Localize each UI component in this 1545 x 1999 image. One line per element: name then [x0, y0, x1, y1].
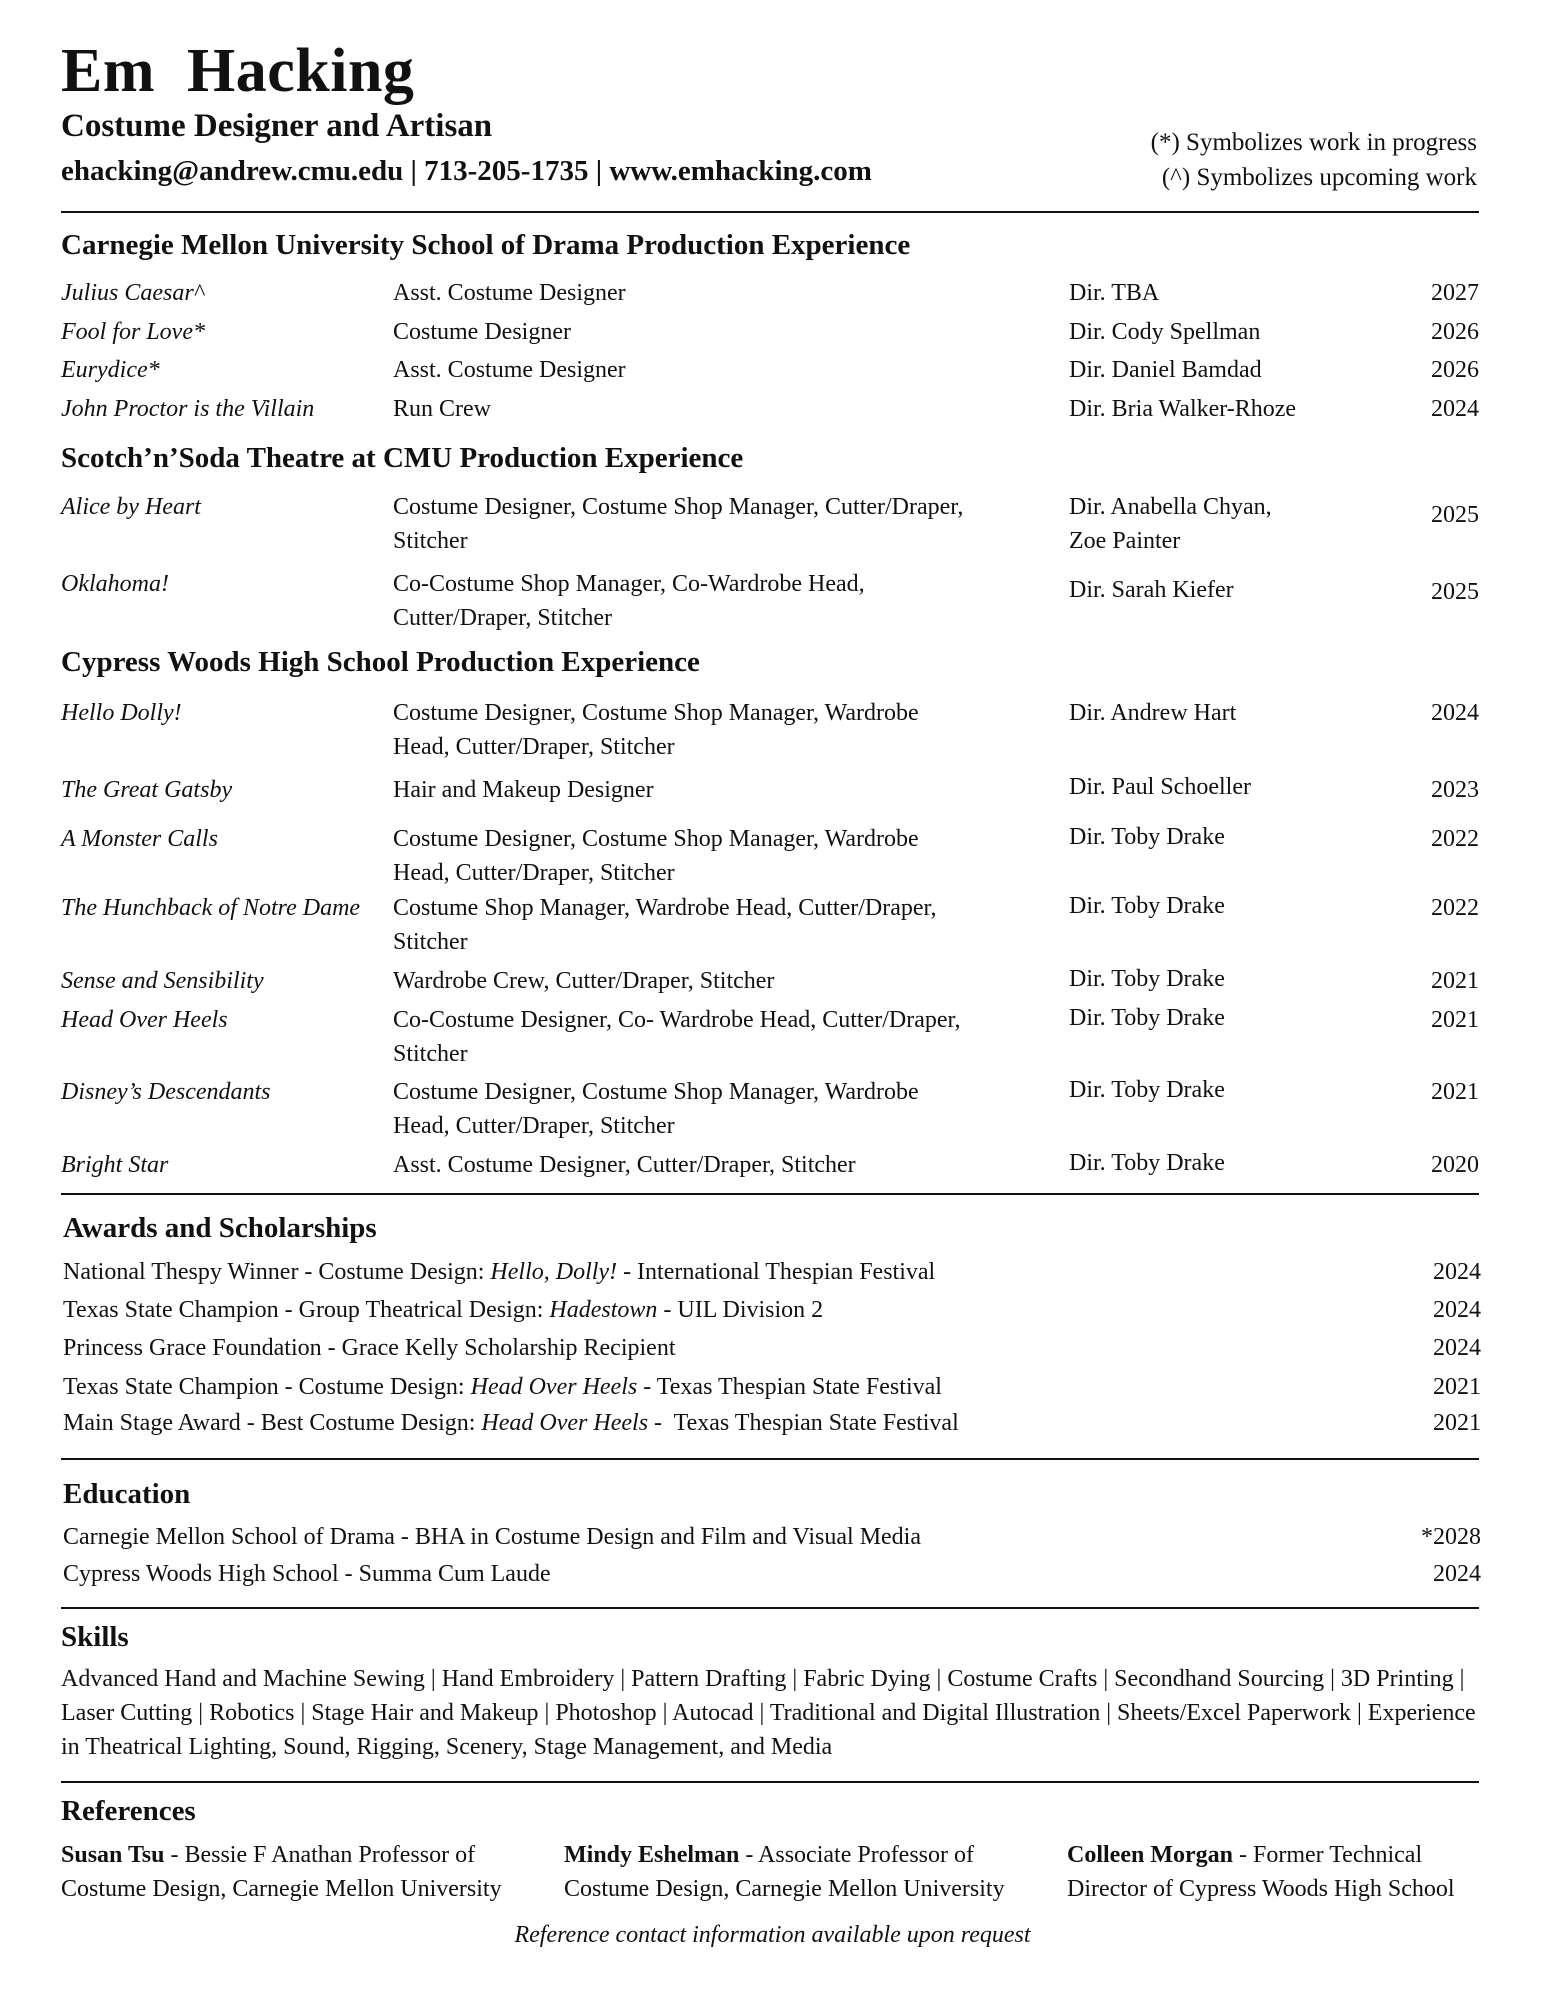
year: 2021	[1433, 1410, 1481, 1436]
director: Dir. Toby Drake	[1069, 1005, 1225, 1031]
divider	[61, 1607, 1479, 1609]
year: 2024	[1431, 700, 1479, 726]
education-text: Carnegie Mellon School of Drama - BHA in Costume Design and Film and Visual Media	[63, 1524, 921, 1550]
show-title: The Great Gatsby	[61, 777, 233, 803]
role: Costume Designer, Costume Shop Manager, Cutter/Draper, Stitcher	[393, 494, 964, 554]
show-title: Disney’s Descendants	[61, 1079, 271, 1105]
reference-entry	[61, 1838, 531, 1906]
legend-upcoming: (^) Symbolizes upcoming work	[1161, 164, 1477, 191]
director: Dir. Andrew Hart	[1069, 700, 1237, 726]
section-title-skills: Skills	[61, 1621, 129, 1653]
year: 2024	[1433, 1335, 1481, 1361]
role: Co-Costume Designer, Co- Wardrobe Head, Cutter/Draper, Stitcher	[393, 1007, 961, 1067]
section-title-cmu: Carnegie Mellon University School of Drama Production Experience	[61, 229, 911, 261]
director: Dir. Toby Drake	[1069, 824, 1225, 850]
show-title: Hello Dolly!	[61, 700, 182, 726]
education-text: Cypress Woods High School - Summa Cum Laude	[63, 1561, 551, 1587]
divider	[61, 211, 1479, 213]
award-text: Texas State Champion - Group Theatrical Design: Hadestown - UIL Division 2	[63, 1297, 824, 1323]
role: Asst. Costume Designer	[393, 280, 626, 306]
year: 2021	[1433, 1374, 1481, 1400]
show-title: Oklahoma!	[61, 571, 169, 597]
director: Dir. TBA	[1069, 280, 1160, 306]
show-title: Julius Caesar^	[61, 280, 204, 306]
section-title-education: Education	[63, 1478, 191, 1510]
director: Dir. Toby Drake	[1069, 1150, 1225, 1176]
show-title: Head Over Heels	[61, 1007, 228, 1033]
contact-line: ehacking@andrew.cmu.edu | 713-205-1735 | www.emhacking.com	[61, 155, 872, 187]
year: 2021	[1431, 1007, 1479, 1033]
director: Dir. Toby Drake	[1069, 893, 1225, 919]
applicant-name: Em Hacking	[61, 37, 415, 105]
director: Dir. Paul Schoeller	[1069, 774, 1251, 800]
award-text: Texas State Champion - Costume Design: Head Over Heels - Texas Thespian State Festival	[63, 1374, 942, 1400]
symbol-legend	[1151, 125, 1477, 195]
section-title-cypress: Cypress Woods High School Production Experience	[61, 646, 700, 678]
role: Wardrobe Crew, Cutter/Draper, Stitcher	[393, 968, 775, 994]
year: 2020	[1431, 1152, 1479, 1178]
reference-desc: - Associate Professor of Costume Design, Carnegie Mellon University	[564, 1842, 1005, 1902]
role: Costume Designer, Costume Shop Manager, Wardrobe Head, Cutter/Draper, Stitcher	[393, 826, 919, 886]
show-title: A Monster Calls	[61, 826, 218, 852]
director: Dir. Bria Walker-Rhoze	[1069, 396, 1297, 422]
role: Asst. Costume Designer	[393, 357, 626, 383]
role: Co-Costume Shop Manager, Co-Wardrobe Head, Cutter/Draper, Stitcher	[393, 571, 865, 631]
skills-list: Advanced Hand and Machine Sewing | Hand Embroidery | Pattern Drafting | Fabric Dying | Costume Crafts | Secondhand Sourcing | 3D Printing | Laser Cutting | Robotics | Stage Hair and Makeup | Photoshop | Autocad | Traditional and Digital Illustration | Sheets/Excel Paperwork | Experience in Theatrical Lighting, Sound, Rigging, Scenery, Stage Management, and Media	[61, 1666, 1476, 1760]
director: Dir. Toby Drake	[1069, 1077, 1225, 1103]
reference-name: Colleen Morgan	[1067, 1842, 1233, 1868]
reference-name: Susan Tsu	[61, 1842, 165, 1868]
show-title: Bright Star	[61, 1152, 169, 1178]
director: Dir. Toby Drake	[1069, 966, 1225, 992]
year: 2021	[1431, 1079, 1479, 1105]
show-title: Alice by Heart	[61, 494, 201, 520]
show-title: Eurydice*	[61, 357, 160, 383]
divider	[61, 1193, 1479, 1195]
show-title: Sense and Sensibility	[61, 968, 264, 994]
reference-entry	[564, 1838, 1034, 1906]
year: 2022	[1431, 895, 1479, 921]
legend-wip: (*) Symbolizes work in progress	[1150, 129, 1477, 156]
year: 2026	[1431, 319, 1479, 345]
year: 2025	[1431, 579, 1479, 605]
director: Dir. Sarah Kiefer	[1069, 577, 1234, 603]
section-title-references: References	[61, 1795, 196, 1827]
year: 2025	[1431, 502, 1479, 528]
year: 2024	[1431, 396, 1479, 422]
year: *2028	[1421, 1524, 1481, 1550]
reference-desc: - Bessie F Anathan Professor of Costume Design, Carnegie Mellon University	[61, 1842, 502, 1902]
year: 2027	[1431, 280, 1479, 306]
divider	[61, 1458, 1479, 1460]
award-text: Princess Grace Foundation - Grace Kelly Scholarship Recipient	[63, 1335, 676, 1361]
year: 2024	[1433, 1259, 1481, 1285]
role: Hair and Makeup Designer	[393, 777, 654, 803]
year: 2023	[1431, 777, 1479, 803]
role: Run Crew	[393, 396, 491, 422]
director: Dir. Anabella Chyan, Zoe Painter	[1069, 494, 1272, 554]
year: 2024	[1433, 1297, 1481, 1323]
applicant-title: Costume Designer and Artisan	[61, 108, 493, 144]
year: 2022	[1431, 826, 1479, 852]
section-title-awards: Awards and Scholarships	[63, 1212, 377, 1244]
reference-desc: - Former Technical Director of Cypress Woods High School	[1067, 1842, 1455, 1902]
show-title: Fool for Love*	[61, 319, 205, 345]
year: 2026	[1431, 357, 1479, 383]
role: Asst. Costume Designer, Cutter/Draper, Stitcher	[393, 1152, 856, 1178]
award-text: National Thespy Winner - Costume Design: Hello, Dolly! - International Thespian Festival	[63, 1259, 936, 1285]
director: Dir. Daniel Bamdad	[1069, 357, 1262, 383]
year: 2024	[1433, 1561, 1481, 1587]
divider	[61, 1781, 1479, 1783]
reference-name: Mindy Eshelman	[564, 1842, 740, 1868]
reference-note: Reference contact information available upon request	[514, 1922, 1031, 1948]
role: Costume Designer, Costume Shop Manager, Wardrobe Head, Cutter/Draper, Stitcher	[393, 1079, 919, 1139]
role: Costume Designer	[393, 319, 571, 345]
director: Dir. Cody Spellman	[1069, 319, 1261, 345]
role: Costume Shop Manager, Wardrobe Head, Cutter/Draper, Stitcher	[393, 895, 937, 955]
show-title: John Proctor is the Villain	[61, 396, 315, 422]
section-title-scotch: Scotch’n’Soda Theatre at CMU Production Experience	[61, 442, 744, 474]
show-title: The Hunchback of Notre Dame	[61, 895, 361, 921]
year: 2021	[1431, 968, 1479, 994]
award-text: Main Stage Award - Best Costume Design: Head Over Heels - Texas Thespian State Festival	[63, 1410, 959, 1436]
role: Costume Designer, Costume Shop Manager, Wardrobe Head, Cutter/Draper, Stitcher	[393, 700, 919, 760]
reference-entry	[1067, 1838, 1487, 1906]
